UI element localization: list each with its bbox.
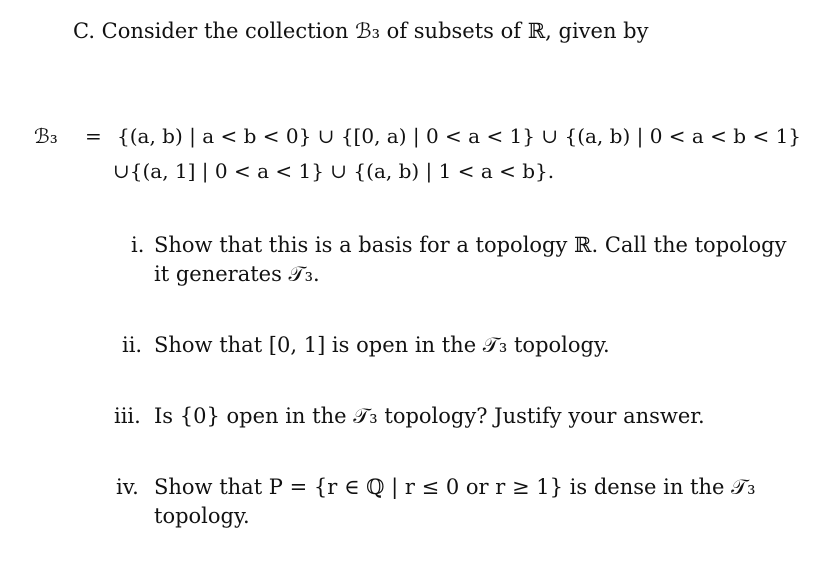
part-i-label: i. [131,233,145,257]
part-ii-label: ii. [122,333,143,357]
equation-line-1: {(a, b) | a < b < 0} ∪ {[0, a) | 0 < a < 1} ∪ {(a, b) | 0 < a < b < 1} [117,124,802,148]
header-text: C. Consider the collection ℬ₃ of subsets of ℝ, given by [73,19,649,43]
part-iv-label: iv. [116,475,139,499]
equation-lhs: ℬ₃ [34,124,58,148]
part-iv-text-line-2: topology. [154,504,250,528]
part-ii-text: Show that [0, 1] is open in the 𝒯₃ topology. [154,333,610,357]
part-iii-label: iii. [114,404,141,428]
part-iv-text-line-1: Show that P = {r ∈ ℚ | r ≤ 0 or r ≥ 1} is dense in the 𝒯₃ [154,475,756,499]
equation-line-2: ∪{(a, 1] | 0 < a < 1} ∪ {(a, b) | 1 < a < b}. [113,159,555,183]
question-header [73,18,648,44]
part-iii-text: Is {0} open in the 𝒯₃ topology? Justify your answer. [154,404,705,428]
equation-equals: = [85,124,102,148]
part-i-text-line-2: it generates 𝒯₃. [154,262,320,286]
part-i-text-line-1: Show that this is a basis for a topology ℝ. Call the topology [154,233,787,257]
